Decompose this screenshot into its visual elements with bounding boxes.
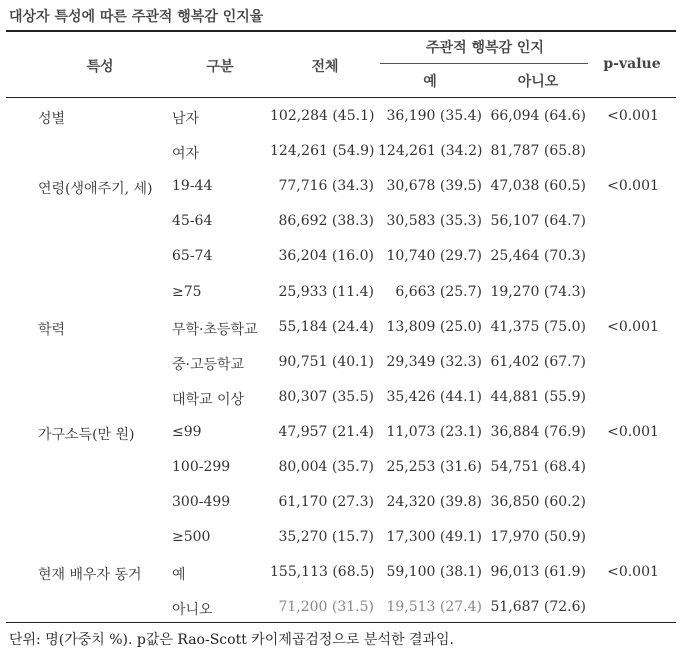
no-cell: 51,687 (72.6) — [490, 599, 586, 615]
pvalue-cell: <0.001 — [607, 319, 659, 335]
no-cell: 25,464 (70.3) — [490, 248, 586, 264]
characteristic-cell: 성별 — [38, 111, 66, 127]
footnote: 단위: 명(가중치 %). p값은 Rao-Scott 카이제곱검정으로 분석한 결과임. — [9, 632, 454, 648]
no-cell: 47,038 (60.5) — [490, 178, 586, 194]
header-no: 아니오 — [517, 74, 559, 90]
no-cell: 36,884 (76.9) — [490, 424, 586, 440]
no-cell: 61,402 (67.7) — [490, 354, 586, 370]
total-cell: 124,261 (54.9) — [270, 143, 375, 159]
yes-cell: 17,300 (49.1) — [386, 529, 482, 545]
total-cell: 47,957 (21.4) — [278, 424, 374, 440]
total-cell: 61,170 (27.3) — [278, 494, 374, 510]
pvalue-cell: <0.001 — [607, 108, 659, 124]
category-cell: 45-64 — [172, 213, 213, 229]
category-cell: ≤99 — [172, 424, 202, 440]
no-cell: 54,751 (68.4) — [490, 459, 586, 475]
category-cell: 19-44 — [172, 178, 213, 194]
category-cell: ≥75 — [172, 284, 202, 300]
yes-cell: 36,190 (35.4) — [386, 108, 482, 124]
yes-cell: 29,349 (32.3) — [386, 354, 482, 370]
category-cell: 300-499 — [172, 494, 231, 510]
category-cell: 여자 — [172, 146, 200, 162]
yes-cell: 19,513 (27.4) — [386, 599, 482, 615]
yes-cell: 6,663 (25.7) — [395, 284, 482, 300]
total-cell: 102,284 (45.1) — [270, 108, 375, 124]
pvalue-cell: <0.001 — [607, 564, 659, 580]
total-cell: 35,270 (15.7) — [278, 529, 374, 545]
total-cell: 90,751 (40.1) — [278, 354, 374, 370]
table-title: 대상자 특성에 따른 주관적 행복감 인지율 — [9, 9, 264, 25]
top-rule — [6, 30, 676, 32]
pvalue-cell: <0.001 — [607, 178, 659, 194]
characteristic-cell: 현재 배우자 동거 — [38, 567, 142, 583]
category-cell: 남자 — [172, 111, 200, 127]
total-cell: 86,692 (38.3) — [278, 213, 374, 229]
total-cell: 155,113 (68.5) — [270, 564, 375, 580]
no-cell: 96,013 (61.9) — [490, 564, 586, 580]
header-pvalue: p-value — [603, 56, 661, 72]
no-cell: 19,270 (74.3) — [490, 284, 586, 300]
characteristic-cell: 연령(생애주기, 세) — [38, 181, 153, 197]
category-cell: 대학교 이상 — [172, 392, 245, 408]
yes-cell: 13,809 (25.0) — [386, 319, 482, 335]
yes-cell: 124,261 (34.2) — [378, 143, 483, 159]
yes-cell: 35,426 (44.1) — [386, 389, 482, 405]
no-cell: 56,107 (64.7) — [490, 213, 586, 229]
pvalue-cell: <0.001 — [607, 424, 659, 440]
characteristic-cell: 가구소득(만 원) — [38, 427, 135, 443]
no-cell: 36,850 (60.2) — [490, 494, 586, 510]
total-cell: 71,200 (31.5) — [278, 599, 374, 615]
header-total: 전체 — [311, 59, 339, 75]
yes-cell: 10,740 (29.7) — [386, 248, 482, 264]
no-cell: 44,881 (55.9) — [490, 389, 586, 405]
total-cell: 80,307 (35.5) — [278, 389, 374, 405]
category-cell: 예 — [172, 567, 186, 583]
category-cell: ≥500 — [172, 529, 211, 545]
yes-cell: 24,320 (39.8) — [386, 494, 482, 510]
no-cell: 81,787 (65.8) — [490, 143, 586, 159]
category-cell: 무학·초등학교 — [172, 322, 258, 338]
header-group: 주관적 행복감 인지 — [426, 40, 544, 56]
group-underline — [380, 63, 588, 64]
category-cell: 100-299 — [172, 459, 231, 475]
total-cell: 25,933 (11.4) — [278, 284, 374, 300]
total-cell: 77,716 (34.3) — [278, 178, 374, 194]
header-rule — [6, 97, 676, 98]
no-cell: 17,970 (50.9) — [490, 529, 586, 545]
yes-cell: 30,678 (39.5) — [386, 178, 482, 194]
yes-cell: 25,253 (31.6) — [386, 459, 482, 475]
bottom-rule — [6, 622, 676, 623]
no-cell: 66,094 (64.6) — [490, 108, 586, 124]
total-cell: 80,004 (35.7) — [278, 459, 374, 475]
total-cell: 55,184 (24.4) — [278, 319, 374, 335]
yes-cell: 59,100 (38.1) — [386, 564, 482, 580]
category-cell: 65-74 — [172, 248, 213, 264]
header-characteristic: 특성 — [86, 59, 114, 75]
no-cell: 41,375 (75.0) — [490, 319, 586, 335]
characteristic-cell: 학력 — [38, 322, 66, 338]
header-category: 구분 — [206, 59, 234, 75]
category-cell: 아니오 — [172, 602, 213, 618]
yes-cell: 11,073 (23.1) — [386, 424, 482, 440]
total-cell: 36,204 (16.0) — [278, 248, 374, 264]
category-cell: 중·고등학교 — [172, 357, 245, 373]
yes-cell: 30,583 (35.3) — [386, 213, 482, 229]
header-yes: 예 — [423, 74, 437, 90]
